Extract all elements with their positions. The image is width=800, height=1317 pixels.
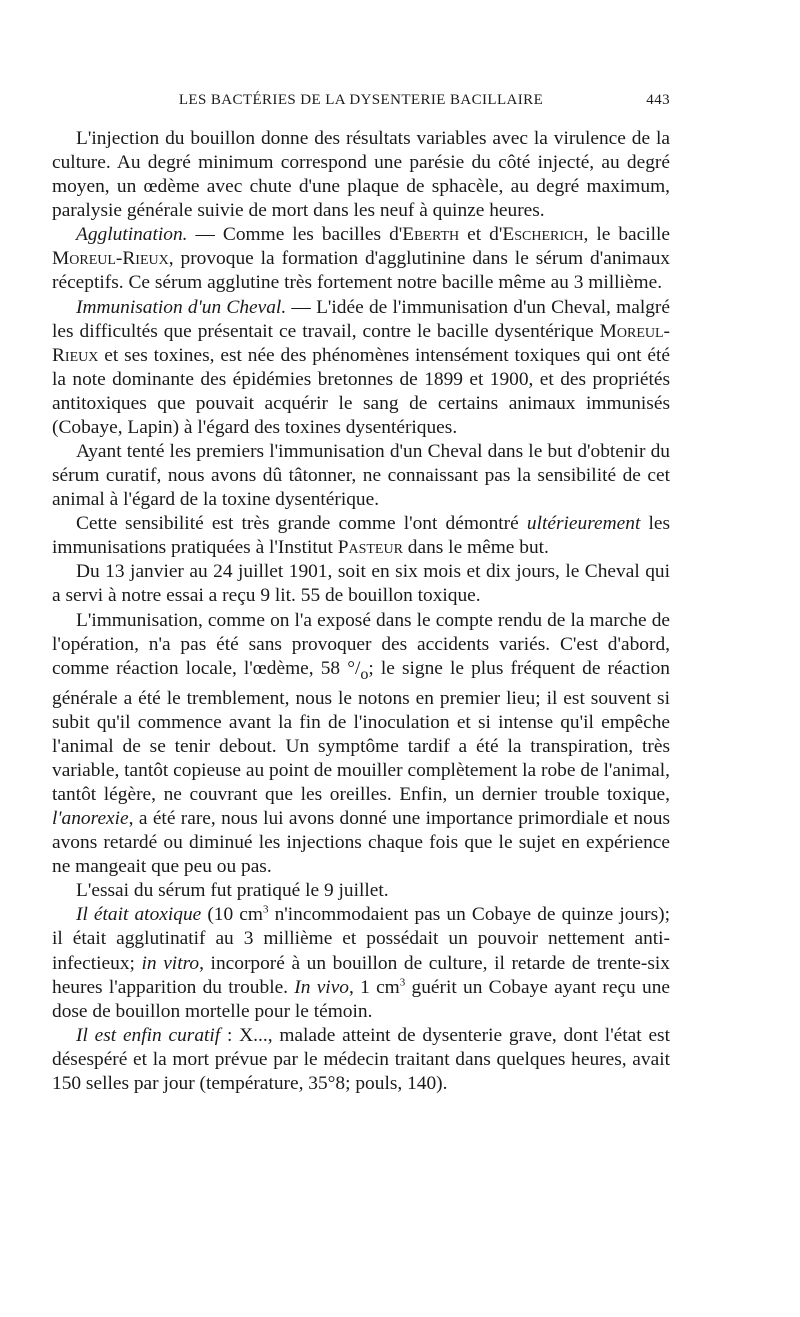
text-run: , le bacille — [583, 224, 670, 246]
text-run: n'incommodaient pas un Cobaye de quinze jours); il était agglutinatif au 3 millième et possédait un pouvoir nettement anti-infectieux; — [52, 904, 670, 974]
section-heading-agglutination: Agglutination. — [76, 224, 188, 246]
text-run: guérit un Cobaye ayant reçu une dose de bouillon mortelle pour le témoin. — [52, 976, 671, 1022]
italic-text: In vivo — [294, 976, 350, 998]
paragraph-2 — [52, 223, 670, 295]
paragraph-8: L'essai du sérum fut pratiqué le 9 juillet. — [76, 880, 389, 902]
section-heading-immunisation: Immunisation d'un Cheval. — [76, 296, 287, 318]
text-run: : X..., malade atteint de dysenterie grave, dont l'état est désespéré et la mort prévue par le médecin traitant dans quelques heures, avait 150 selles par jour (température, 35°8; pouls, 140). — [52, 1024, 670, 1094]
superscript: 3 — [399, 976, 406, 989]
text-run: ; le signe le plus fréquent de réaction générale a été le tremblement, nous le notons en premier lieu; il est souvent si subit qu'il commence avant la fin de l'inoculation et si intense qu'il empêche l'animal de se tenir debout. Un symptôme tardif a été la transpiration, très variable, tantôt copieuse au point de mouiller complètement la robe de l'animal, tantôt légère, ne couvrant que les oreilles. Enfin, un dernier trouble toxique, — [52, 657, 670, 805]
italic-text: Il était atoxique — [76, 904, 202, 926]
text-run: , 1 cm — [349, 976, 400, 998]
superscript: 3 — [262, 903, 269, 916]
paragraph-4: Ayant tenté les premiers l'immunisation d'un Cheval dans le but d'obtenir du sérum curatif, nous avons dû tâtonner, ne connaissant pas la sensibilité de cet animal à l'égard de la toxine dysentérique. — [52, 441, 670, 511]
page-number: 443 — [646, 92, 670, 108]
italic-text: ultérieurement — [526, 513, 641, 535]
bacillus-name: Moreul-Rieux — [52, 248, 169, 270]
paragraph-9 — [52, 903, 670, 1023]
author-name: Eberth — [402, 224, 460, 246]
paragraph-3 — [52, 296, 670, 440]
italic-text: in vitro — [141, 952, 200, 974]
paragraph-1: L'injection du bouillon donne des résultats variables avec la virulence de la culture. Au degré minimum correspond une parésie du côté injecté, au degré moyen, un œdème avec chute d'une plaque de sphacèle, au degré maximum, paralysie générale suivie de mort dans les neuf à quinze heures. — [52, 128, 670, 222]
author-name: Escherich — [502, 224, 584, 246]
text-run: , provoque la formation d'agglutinine dans le sérum d'animaux réceptifs. Ce sérum agglutine très fortement notre bacille même au 3 millième. — [52, 248, 670, 294]
text-run: (10 cm — [201, 904, 263, 926]
text-run: , a été rare, nous lui avons donné une importance primordiale et nous avons retardé ou diminué les injections chaque fois que le sujet en expérience ne mangeait que peu ou pas. — [52, 808, 670, 878]
italic-text: l'anorexie — [52, 808, 129, 830]
running-title: LES BACTÉRIES DE LA DYSENTERIE BACILLAIRE — [178, 92, 544, 108]
text-run: et d' — [459, 224, 503, 246]
text-run: dans le même but. — [402, 537, 549, 559]
text-run: L'immunisation, comme on l'a exposé dans le compte rendu de la marche de l'opération, n'a pas été sans provoquer des accidents variés. C'est d'abord, comme réaction locale, l'œdème, 58 °/ — [52, 609, 670, 679]
text-run: Cette sensibilité est très grande comme l'ont démontré — [76, 513, 527, 535]
body-text — [52, 127, 670, 1096]
institute-name: Pasteur — [337, 537, 403, 559]
text-run: — L'idée de l'immunisation d'un Cheval, malgré les difficultés que présentait ce travail, contre le bacille dysentérique — [52, 296, 670, 342]
text-run: les immunisations pratiquées à l'Institut — [52, 513, 671, 559]
running-head — [52, 92, 670, 109]
bacillus-name: Moreul-Rieux — [52, 320, 670, 366]
text-run: et ses toxines, est née des phénomènes intensément toxiques qui ont été la note dominante des épidémies bretonnes de 1899 et 1900, et des propriétés antitoxiques que pouvait acquérir le sang de certains animaux immunisés (Cobaye, Lapin) à l'égard des toxines dysentériques. — [52, 344, 670, 438]
paragraph-7 — [52, 609, 670, 880]
paragraph-6: Du 13 janvier au 24 juillet 1901, soit en six mois et dix jours, le Cheval qui a servi à notre essai a reçu 9 lit. 55 de bouillon toxique. — [52, 561, 670, 607]
text-run: , incorporé à un bouillon de culture, il retarde de trente-six heures l'apparition du trouble. — [52, 952, 670, 998]
paragraph-10 — [52, 1024, 670, 1096]
paragraph-5 — [52, 512, 670, 560]
italic-text: Il est enfin curatif — [76, 1024, 221, 1046]
per-mille-sub: o — [360, 665, 369, 683]
text-run: — Comme les bacilles d' — [187, 224, 403, 246]
